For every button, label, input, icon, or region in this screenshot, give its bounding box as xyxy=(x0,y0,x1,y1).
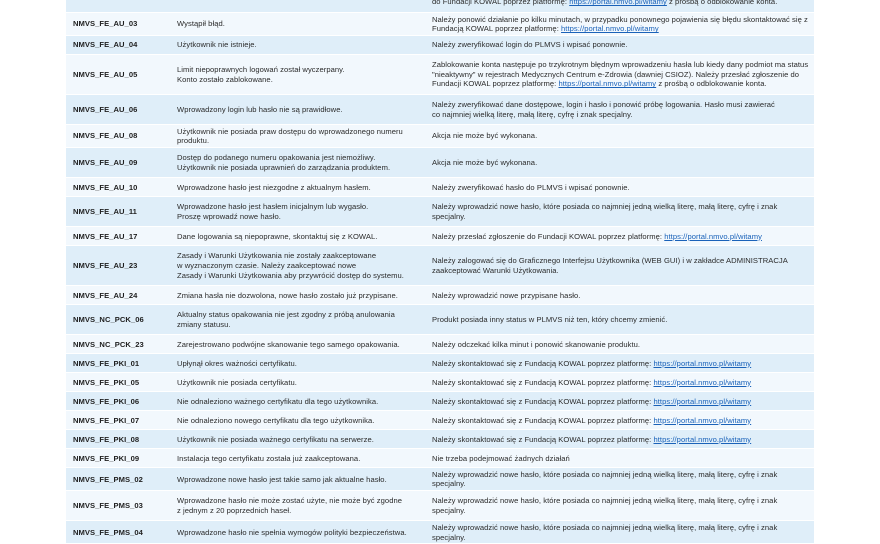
error-code-cell: NMVS_FE_AU_08 xyxy=(66,124,172,147)
error-code-cell: NMVS_FE_AU_10 xyxy=(66,177,172,196)
required-action-cell xyxy=(427,177,814,196)
portal-link[interactable]: https://portal.nmvo.pl/witamy xyxy=(664,231,762,241)
required-action-cell xyxy=(427,448,814,467)
table-row xyxy=(66,147,814,177)
required-action-cell xyxy=(427,429,814,448)
required-action-text: Należy zweryfikować dane dostępowe, login i hasło i ponowić próbę logowania. Hasło musi zawierać co najmniej wielką literę, małą literę, cyfrę i znak specjalny. xyxy=(432,100,775,119)
required-action-text: Należy ponowić działanie po kilku minutach, w przypadku ponownego pojawienia się błędu skontaktować się z Fundacją KOWAL poprzez platformę: xyxy=(432,14,808,34)
error-description-text: Zarejestrowano podwójne skanowanie tego samego opakowania. xyxy=(177,339,400,349)
table-row xyxy=(66,448,814,467)
error-codes-table xyxy=(66,0,814,544)
required-action-cell xyxy=(427,410,814,429)
error-description-cell xyxy=(172,353,427,372)
table-row xyxy=(66,124,814,147)
error-description-cell xyxy=(172,196,427,226)
table-row xyxy=(66,54,814,94)
table-row xyxy=(66,521,814,544)
error-code-cell: NMVS_FE_PKI_01 xyxy=(66,353,172,372)
required-action-cell xyxy=(427,12,814,35)
error-code-cell: NMVS_FE_PKI_06 xyxy=(66,391,172,410)
required-action-suffix: z prośbą o odblokowanie konta. xyxy=(666,0,778,7)
portal-link[interactable]: https://portal.nmvo.pl/witamy xyxy=(653,415,752,425)
error-description-cell xyxy=(172,391,427,410)
error-description-cell xyxy=(172,304,427,334)
required-action-cell xyxy=(427,304,814,334)
error-description-cell xyxy=(172,177,427,196)
required-action-text: Akcja nie może być wykonana. xyxy=(432,158,538,168)
error-description-text: Dostęp do podanego numeru opakowania jest niemożliwy. Użytkownik nie posiada uprawnień do zarządzania produktem. xyxy=(177,153,391,172)
error-code-cell: NMVS_FE_AU_09 xyxy=(66,147,172,177)
error-description-text: Nie odnaleziono ważnego certyfikatu dla tego użytkownika. xyxy=(177,396,379,406)
table-row xyxy=(66,94,814,124)
required-action-text: Należy wprowadzić nowe przypisane hasło. xyxy=(432,290,581,300)
error-code-cell: NMVS_FE_AU_04 xyxy=(66,35,172,54)
required-action-text: Należy skontaktować się z Fundacją KOWAL poprzez platformę: xyxy=(432,396,654,406)
error-description-text: Użytkownik nie posiada praw dostępu do wprowadzonego numeru produktu. xyxy=(177,126,403,146)
table-row xyxy=(66,0,814,12)
table-row xyxy=(66,226,814,245)
required-action-text: Należy wprowadzić nowe hasło, które posiada co najmniej jedną wielką literę, małą literę, cyfrę i znak specjalny. xyxy=(432,469,778,489)
table-row xyxy=(66,334,814,353)
error-code-cell: NMVS_FE_PKI_05 xyxy=(66,372,172,391)
error-code-cell: NMVS_FE_PKI_07 xyxy=(66,410,172,429)
error-code-cell: NMVS_FE_PMS_03 xyxy=(66,491,172,521)
error-code-cell: NMVS_FE_AU_24 xyxy=(66,285,172,304)
error-code-cell: NMVS_FE_PKI_09 xyxy=(66,448,172,467)
required-action-cell xyxy=(427,285,814,304)
error-description-cell xyxy=(172,334,427,353)
required-action-text: Należy zalogować się do Graficznego Interfejsu Użytkownika (WEB GUI) i w zakładce ADMINISTRACJA zaakceptować Warunki Użytkowania. xyxy=(432,256,788,275)
table-row xyxy=(66,304,814,334)
portal-link[interactable]: https://portal.nmvo.pl/witamy xyxy=(653,358,752,368)
error-description-text: Zmiana hasła nie dozwolona, nowe hasło zostało już przypisane. xyxy=(177,290,398,300)
required-action-text: Zablokowanie konta następuje po trzykrotnym błędnym wprowadzeniu hasła lub kiedy dany podmiot ma status "nieaktywny" w rejestrach Medycznych Centrum e-Zdrowia (dawniej CSIOZ). Należy przesłać zgłoszenie do Fundacji KOWAL poprzez platformę: xyxy=(432,60,809,89)
error-description-cell xyxy=(172,410,427,429)
error-description-cell xyxy=(172,0,427,12)
portal-link[interactable]: https://portal.nmvo.pl/witamy xyxy=(653,396,752,406)
required-action-cell xyxy=(427,391,814,410)
error-description-cell xyxy=(172,147,427,177)
required-action-text: Należy zweryfikować hasło do PLMVS i wpisać ponownie. xyxy=(432,182,630,192)
error-description-text: Limit niepoprawnych logowań został wyczerpany. Konto zostało zablokowane. xyxy=(177,65,345,84)
error-description-cell xyxy=(172,448,427,467)
error-codes-table-body xyxy=(66,0,814,544)
required-action-cell xyxy=(427,245,814,285)
error-description-cell xyxy=(172,285,427,304)
error-description-text: Użytkownik nie posiada ważnego certyfikatu na serwerze. xyxy=(177,434,374,444)
error-description-text: Użytkownik nie posiada certyfikatu. xyxy=(177,377,297,387)
error-code-cell: NMVS_FE_AU_23 xyxy=(66,245,172,285)
error-description-text: Wprowadzone hasło jest niezgodne z aktualnym hasłem. xyxy=(177,182,371,192)
required-action-text: Należy wprowadzić nowe hasło, które posiada co najmniej jedną wielką literę, małą literę, cyfrę i znak specjalny. xyxy=(432,496,778,516)
error-description-cell xyxy=(172,429,427,448)
error-code-cell: NMVS_NC_PCK_06 xyxy=(66,304,172,334)
required-action-cell xyxy=(427,491,814,521)
error-description-cell xyxy=(172,124,427,147)
required-action-cell xyxy=(427,353,814,372)
required-action-cell xyxy=(427,196,814,226)
table-row xyxy=(66,391,814,410)
required-action-cell xyxy=(427,124,814,147)
portal-link[interactable]: https://portal.nmvo.pl/witamy xyxy=(561,24,659,34)
required-action-cell xyxy=(427,467,814,490)
error-description-text: Upłynął okres ważności certyfikatu. xyxy=(177,358,297,368)
portal-link[interactable]: https://portal.nmvo.pl/witamy xyxy=(569,0,667,7)
error-description-cell xyxy=(172,226,427,245)
required-action-cell xyxy=(427,521,814,544)
table-row xyxy=(66,177,814,196)
error-codes-table-container xyxy=(66,0,814,544)
required-action-text: Należy zweryfikować login do PLMVS i wpisać ponownie. xyxy=(432,40,628,50)
table-row xyxy=(66,372,814,391)
required-action-text: do Fundacji KOWAL poprzez platformę: xyxy=(432,0,570,7)
error-description-text: Wprowadzone hasło nie może zostać użyte, nie może być zgodne z jednym z 20 poprzednich haseł. xyxy=(177,496,403,516)
error-code-cell: NMVS_FE_AU_17 xyxy=(66,226,172,245)
required-action-text: Należy skontaktować się z Fundacją KOWAL poprzez platformę: xyxy=(432,377,654,387)
required-action-text: Produkt posiada inny status w PLMVS niż ten, który chcemy zmienić. xyxy=(432,315,668,325)
table-row xyxy=(66,196,814,226)
error-description-cell xyxy=(172,245,427,285)
table-row xyxy=(66,491,814,521)
error-description-text: Wprowadzone hasło jest hasłem inicjalnym lub wygasło. Proszę wprowadź nowe hasło. xyxy=(177,202,369,221)
required-action-cell xyxy=(427,54,814,94)
error-description-text: Wprowadzone hasło nie spełnia wymogów polityki bezpieczeństwa. xyxy=(177,527,407,537)
required-action-text: Należy skontaktować się z Fundacją KOWAL poprzez platformę: xyxy=(432,358,654,368)
portal-link[interactable]: https://portal.nmvo.pl/witamy xyxy=(653,434,752,444)
error-description-cell xyxy=(172,372,427,391)
error-description-text: Aktualny status opakowania nie jest zgodny z próbą anulowania zmiany statusu. xyxy=(177,310,395,329)
table-row xyxy=(66,467,814,490)
error-description-text: Wprowadzony login lub hasło nie są prawidłowe. xyxy=(177,104,343,114)
required-action-text: Należy wprowadzić nowe hasło, które posiada co najmniej jedną wielką literę, małą literę, cyfrę i znak specjalny. xyxy=(432,202,778,221)
portal-link[interactable]: https://portal.nmvo.pl/witamy xyxy=(558,79,657,89)
table-row xyxy=(66,429,814,448)
required-action-cell xyxy=(427,226,814,245)
error-description-text: Użytkownik nie istnieje. xyxy=(177,40,257,50)
required-action-cell xyxy=(427,334,814,353)
table-row xyxy=(66,35,814,54)
required-action-text: Akcja nie może być wykonana. xyxy=(432,131,538,141)
error-description-text: Wystąpił błąd. xyxy=(177,19,225,29)
error-code-cell: NMVS_NC_PCK_23 xyxy=(66,334,172,353)
table-row xyxy=(66,245,814,285)
error-code-cell: NMVS_FE_AU_03 xyxy=(66,12,172,35)
table-row xyxy=(66,12,814,35)
error-description-text: Nie odnaleziono nowego certyfikatu dla tego użytkownika. xyxy=(177,415,375,425)
required-action-text: Należy skontaktować się z Fundacją KOWAL poprzez platformę: xyxy=(432,415,654,425)
error-code-cell xyxy=(66,0,172,12)
table-row xyxy=(66,410,814,429)
required-action-text: Należy odczekać kilka minut i ponowić skanowanie produktu. xyxy=(432,339,641,349)
portal-link[interactable]: https://portal.nmvo.pl/witamy xyxy=(653,377,752,387)
required-action-text: Należy przesłać zgłoszenie do Fundacji KOWAL poprzez platformę: xyxy=(432,231,665,241)
required-action-cell xyxy=(427,94,814,124)
required-action-suffix: z prośbą o odblokowanie konta. xyxy=(656,79,767,89)
error-description-cell xyxy=(172,521,427,544)
table-row xyxy=(66,353,814,372)
error-code-cell: NMVS_FE_AU_05 xyxy=(66,54,172,94)
required-action-text: Należy skontaktować się z Fundacją KOWAL poprzez platformę: xyxy=(432,434,654,444)
error-description-cell xyxy=(172,54,427,94)
error-code-cell: NMVS_FE_PMS_02 xyxy=(66,467,172,490)
error-code-cell: NMVS_FE_PKI_08 xyxy=(66,429,172,448)
error-description-text: Dane logowania są niepoprawne, skontaktuj się z KOWAL. xyxy=(177,231,378,241)
error-description-text: Wprowadzone nowe hasło jest takie samo jak aktualne hasło. xyxy=(177,474,387,484)
error-code-cell: NMVS_FE_AU_06 xyxy=(66,94,172,124)
error-description-cell xyxy=(172,491,427,521)
required-action-cell xyxy=(427,35,814,54)
error-description-text: Instalacja tego certyfikatu została już zaakceptowana. xyxy=(177,453,361,463)
error-description-cell xyxy=(172,35,427,54)
required-action-text: Nie trzeba podejmować żadnych działań xyxy=(432,453,570,463)
required-action-cell xyxy=(427,0,814,12)
table-row xyxy=(66,285,814,304)
required-action-cell xyxy=(427,372,814,391)
required-action-text: Należy wprowadzić nowe hasło, które posiada co najmniej jedną wielką literę, małą literę, cyfrę i znak specjalny. xyxy=(432,523,778,542)
error-description-cell xyxy=(172,94,427,124)
error-description-text: Zasady i Warunki Użytkowania nie zostały zaakceptowane w wyznaczonym czasie. Należy zaakceptować nowe Zasady i Warunki Użytkowania aby przywrócić dostęp do systemu. xyxy=(177,251,404,280)
error-description-cell xyxy=(172,467,427,490)
error-description-cell xyxy=(172,12,427,35)
error-code-cell: NMVS_FE_PMS_04 xyxy=(66,521,172,544)
required-action-cell xyxy=(427,147,814,177)
error-code-cell: NMVS_FE_AU_11 xyxy=(66,196,172,226)
